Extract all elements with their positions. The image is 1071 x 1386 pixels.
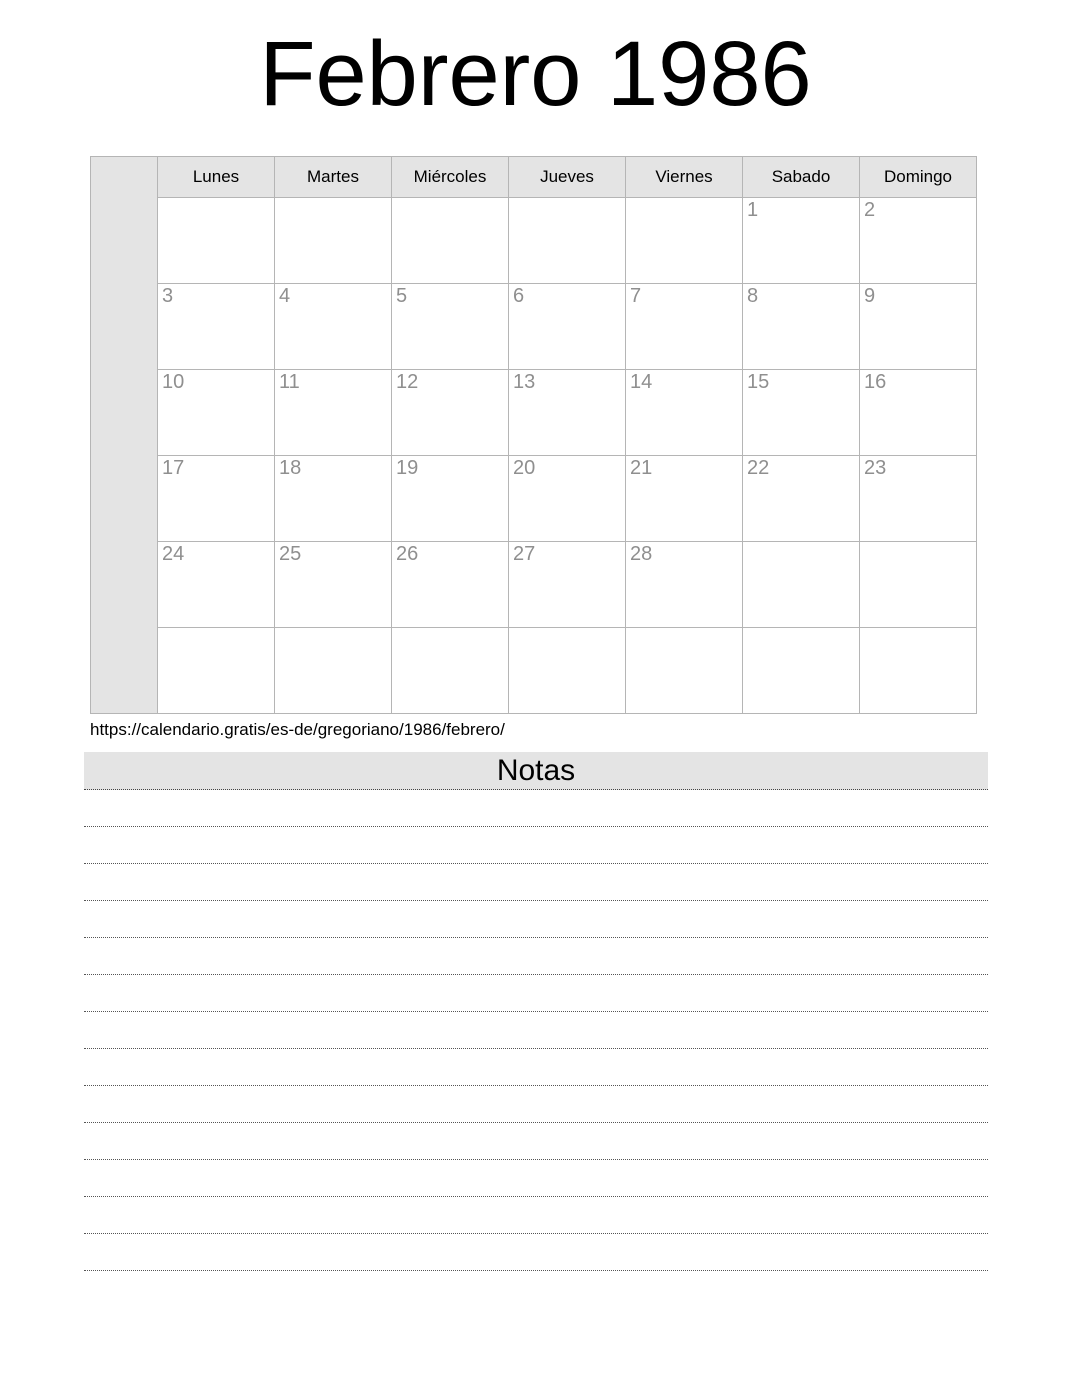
week-row [91, 283, 977, 369]
weekday-header-martes: Martes [275, 156, 392, 197]
week-number-column [91, 156, 158, 713]
day-cell: 22 [743, 455, 860, 541]
weekday-header-sabado: Sabado [743, 156, 860, 197]
day-cell [626, 627, 743, 713]
weekday-header-domingo: Domingo [860, 156, 977, 197]
day-cell [158, 197, 275, 283]
weekday-header-lunes: Lunes [158, 156, 275, 197]
day-cell: 16 [860, 369, 977, 455]
day-cell: 17 [158, 455, 275, 541]
day-cell: 21 [626, 455, 743, 541]
note-line [84, 1123, 988, 1160]
day-cell: 20 [509, 455, 626, 541]
week-row [91, 541, 977, 627]
day-cell [509, 627, 626, 713]
day-cell: 15 [743, 369, 860, 455]
day-cell [275, 197, 392, 283]
note-line [84, 975, 988, 1012]
week-row [91, 627, 977, 713]
note-line [84, 790, 988, 827]
weekday-header-miercoles: Miércoles [392, 156, 509, 197]
day-cell: 2 [860, 197, 977, 283]
notes-lines [84, 790, 988, 1271]
day-cell: 11 [275, 369, 392, 455]
day-cell: 10 [158, 369, 275, 455]
day-cell: 4 [275, 283, 392, 369]
day-cell [743, 627, 860, 713]
day-cell: 19 [392, 455, 509, 541]
day-cell [860, 541, 977, 627]
note-line [84, 1049, 988, 1086]
calendar-table [90, 156, 977, 714]
weekday-header-jueves: Jueves [509, 156, 626, 197]
notes-header-label: Notas [496, 753, 576, 787]
day-cell: 3 [158, 283, 275, 369]
day-cell: 18 [275, 455, 392, 541]
day-cell: 6 [509, 283, 626, 369]
note-line [84, 938, 988, 975]
note-line [84, 864, 988, 901]
page-title: Febrero 1986 [259, 23, 812, 125]
day-cell [509, 197, 626, 283]
notes-section [84, 752, 988, 1271]
weekday-header-row [91, 156, 977, 197]
day-cell: 25 [275, 541, 392, 627]
note-line [84, 1197, 988, 1234]
note-line [84, 1234, 988, 1271]
day-cell: 12 [392, 369, 509, 455]
day-cell: 8 [743, 283, 860, 369]
weekday-header-viernes: Viernes [626, 156, 743, 197]
note-line [84, 1012, 988, 1049]
day-cell [626, 197, 743, 283]
note-line [84, 901, 988, 938]
day-cell: 13 [509, 369, 626, 455]
day-cell: 26 [392, 541, 509, 627]
day-cell: 14 [626, 369, 743, 455]
day-cell: 27 [509, 541, 626, 627]
day-cell [860, 627, 977, 713]
day-cell: 28 [626, 541, 743, 627]
day-cell [158, 627, 275, 713]
week-row [91, 455, 977, 541]
day-cell: 1 [743, 197, 860, 283]
note-line [84, 827, 988, 864]
day-cell: 9 [860, 283, 977, 369]
day-cell [275, 627, 392, 713]
notes-header [84, 752, 988, 790]
day-cell: 5 [392, 283, 509, 369]
day-cell [743, 541, 860, 627]
week-row [91, 369, 977, 455]
day-cell [392, 627, 509, 713]
day-cell: 24 [158, 541, 275, 627]
note-line [84, 1086, 988, 1123]
week-row [91, 197, 977, 283]
note-line [84, 1160, 988, 1197]
source-url: https://calendario.gratis/es-de/gregoriano/1986/febrero/ [90, 719, 505, 739]
day-cell: 23 [860, 455, 977, 541]
day-cell [392, 197, 509, 283]
day-cell: 7 [626, 283, 743, 369]
